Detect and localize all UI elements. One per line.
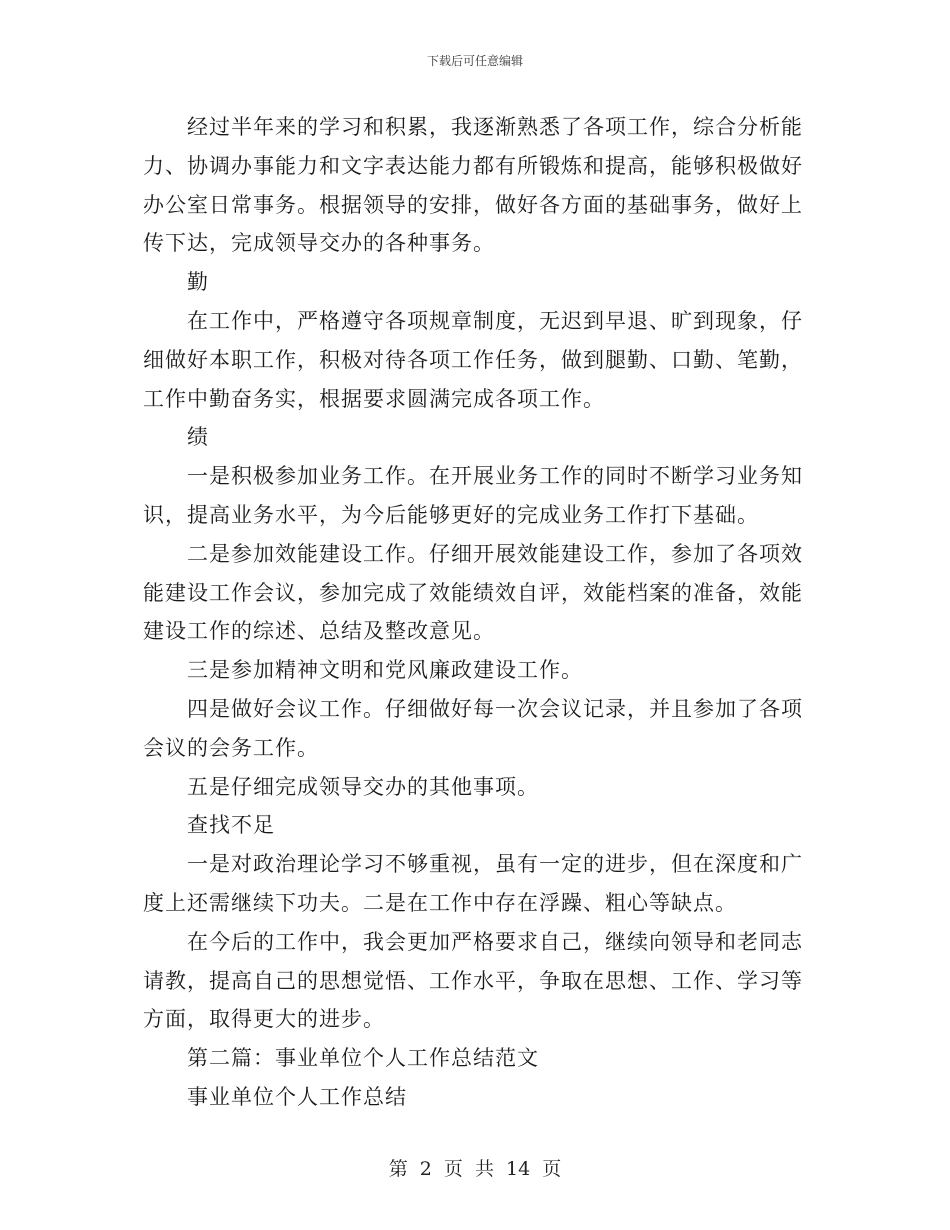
paragraph-achievement-5: 五是仔细完成领导交办的其他事项。 [187,774,539,799]
section-heading-shortcomings: 查找不足 [187,813,275,838]
paragraph-achievement-1: 一是积极参加业务工作。在开展业务工作的同时不断学习业务知识，提高业务水平，为今后能够更好的完成业务工作打下基础。 [143,464,803,527]
paragraph-shortcomings: 一是对政治理论学习不够重视，虽有一定的进步，但在深度和广度上还需继续下功夫。二是在工作中存在浮躁、粗心等缺点。 [143,852,803,915]
chapter-subtitle: 事业单位个人工作总结 [187,1084,407,1109]
paragraph-intro: 经过半年来的学习和积累，我逐渐熟悉了各项工作，综合分析能力、协调办事能力和文字表达能力都有所锻炼和提高，能够积极做好办公室日常事务。根据领导的安排，做好各方面的基础事务，做好上传下达，完成领导交办的各种事务。 [143,115,803,256]
page-number: 第 2 页 共 14 页 [388,1158,562,1180]
section-heading-achievements: 绩 [187,425,209,450]
page-header-note: 下载后可任意编辑 [426,54,523,68]
paragraph-diligence: 在工作中，严格遵守各项规章制度，无迟到早退、旷到现象，仔细做好本职工作，积极对待各项工作任务，做到腿勤、口勤、笔勤，工作中勤奋务实，根据要求圆满完成各项工作。 [143,308,803,411]
paragraph-outlook: 在今后的工作中，我会更加严格要求自己，继续向领导和老同志请教，提高自己的思想觉悟、工作水平，争取在思想、工作、学习等方面，取得更大的进步。 [143,929,803,1032]
paragraph-achievement-2: 二是参加效能建设工作。仔细开展效能建设工作，参加了各项效能建设工作会议，参加完成了效能绩效自评，效能档案的准备，效能建设工作的综述、总结及整改意见。 [143,541,803,644]
chapter-title-second: 第二篇：事业单位个人工作总结范文 [187,1046,539,1071]
paragraph-achievement-4: 四是做好会议工作。仔细做好每一次会议记录，并且参加了各项会议的会务工作。 [143,696,803,760]
section-heading-diligence: 勤 [187,270,209,295]
paragraph-achievement-3: 三是参加精神文明和党风廉政建设工作。 [187,658,583,683]
document-body [143,108,803,1117]
